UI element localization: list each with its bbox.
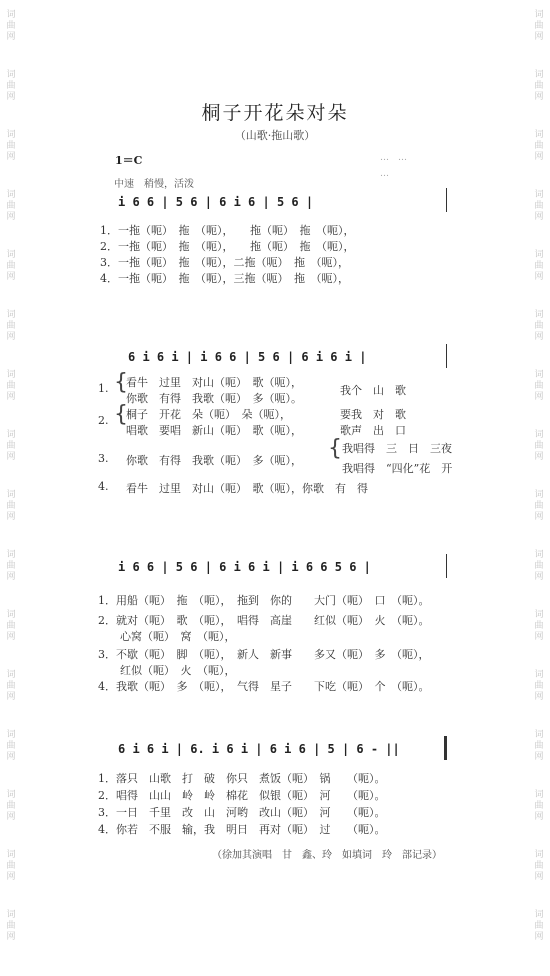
notation-line-3: i 6 6 | 5 6 | 6 i 6 i | i 6 6 5 6 | (118, 560, 371, 574)
watermark-left: 词 曲 网 词 曲 网 词 曲 网 词 曲 网 词 曲 网 词 曲 网 词 曲 网 词 曲 网 词 曲 网 词 曲 网 词 曲 网 词 曲 网 词 曲 网 词 曲 网 词 曲 网 词 曲 网 (6, 10, 16, 942)
notation-line-1: i 6 6 | 5 6 | 6 i 6 | 5 6 | (118, 195, 314, 209)
verse-number: 4. (98, 480, 109, 493)
lyric-line: 2．就对（呃） 歌 （呃）， 唱得 高崖 红似（呃） 火 （呃）。 (98, 614, 430, 627)
lyric-line: 桐子 开花 朵（呃） 朵（呃）， (126, 408, 291, 421)
notation-line-2: 6 i 6 i | i 6 6 | 5 6 | 6 i 6 i | (128, 350, 367, 364)
verse-number: 1. (98, 382, 109, 395)
lyric-line: 红似（呃） 火 （呃）， (98, 664, 236, 677)
lyric-line: 2．唱得 山山 岭 岭 棉花 似银（呃） 河 （呃）。 (98, 789, 386, 802)
lyric-line: 要我 对 歌 (340, 408, 406, 421)
lyric-line: 3．一日 千里 改 山 河哟 改山（呃） 河 （呃）。 (98, 806, 386, 819)
lyric-line: 你歌 有得 我歌（呃） 多（呃）。 (126, 392, 302, 405)
lyric-line: 看牛 过里 对山（呃） 歌（呃）， (126, 376, 302, 389)
lyric-line: 3．不歇（呃） 脚 （呃）， 新人 新事 多又（呃） 多 （呃）， (98, 648, 430, 661)
barline (446, 554, 447, 578)
brace: { (114, 370, 128, 395)
lyric-line: 看牛 过里 对山（呃） 歌（呃），你歌 有 得 (126, 482, 368, 495)
barline (446, 344, 447, 368)
lyric-line: 2．一拖（呃） 拖 （呃）， 拖（呃） 拖 （呃）， (100, 240, 355, 253)
brace: { (328, 436, 342, 461)
lyric-line: 1．用船（呃） 拖 （呃）， 拖到 你的 大门（呃） 口 （呃）。 (98, 594, 430, 607)
lyric-line: 1．落只 山歌 打 破 你只 煮饭（呃） 锅 （呃）。 (98, 772, 386, 785)
final-barline (444, 736, 447, 760)
lyric-line: 我个 山 歌 (340, 384, 406, 397)
lyric-line: 4．我歌（呃） 多 （呃）， 气得 星子 下吃（呃） 个 （呃）。 (98, 680, 430, 693)
verse-number: 2. (98, 414, 109, 427)
key-signature: 1＝C (115, 154, 143, 167)
lyric-line: 歌声 出 口 (340, 424, 406, 437)
faded-credit: … … … (380, 153, 408, 179)
credits-footer: （徐加其演唱 甘 鑫、玲 如填词 玲 部记录） (212, 850, 442, 861)
lyric-line: 1．一拖（呃） 拖 （呃）， 拖（呃） 拖 （呃）， (100, 224, 355, 237)
lyric-line: 你歌 有得 我歌（呃） 多（呃）， (126, 454, 302, 467)
watermark-right: 词 曲 网 词 曲 网 词 曲 网 词 曲 网 词 曲 网 词 曲 网 词 曲 网 词 曲 网 词 曲 网 词 曲 网 词 曲 网 词 曲 网 词 曲 网 词 曲 网 词 曲 网 词 曲 网 (534, 10, 544, 942)
song-subtitle: （山歌·拖山歌） (234, 129, 316, 142)
song-title: 桐子开花朵对朵 (201, 102, 349, 124)
lyric-line: 我唱得 “四化”花 开 (342, 462, 453, 475)
barline (446, 188, 447, 212)
brace: { (114, 402, 128, 427)
notation-line-4: 6 i 6 i | 6. i 6 i | 6 i 6 | 5 | 6 - || (118, 742, 400, 756)
tempo-marking: 中速 稍慢，活泼 (114, 179, 194, 190)
lyric-line: 唱歌 要唱 新山（呃） 歌（呃）， (126, 424, 302, 437)
lyric-line: 4．一拖（呃） 拖 （呃），三拖（呃） 拖 （呃）， (100, 272, 349, 285)
lyric-line: 3．一拖（呃） 拖 （呃），二拖（呃） 拖 （呃）， (100, 256, 349, 269)
verse-number: 3. (98, 452, 109, 465)
lyric-line: 我唱得 三 日 三夜 (342, 442, 452, 455)
lyric-line: 4．你若 不服 输，我 明日 再对（呃） 过 （呃）。 (98, 823, 386, 836)
lyric-line: 心窝（呃） 窝 （呃）， (98, 630, 236, 643)
